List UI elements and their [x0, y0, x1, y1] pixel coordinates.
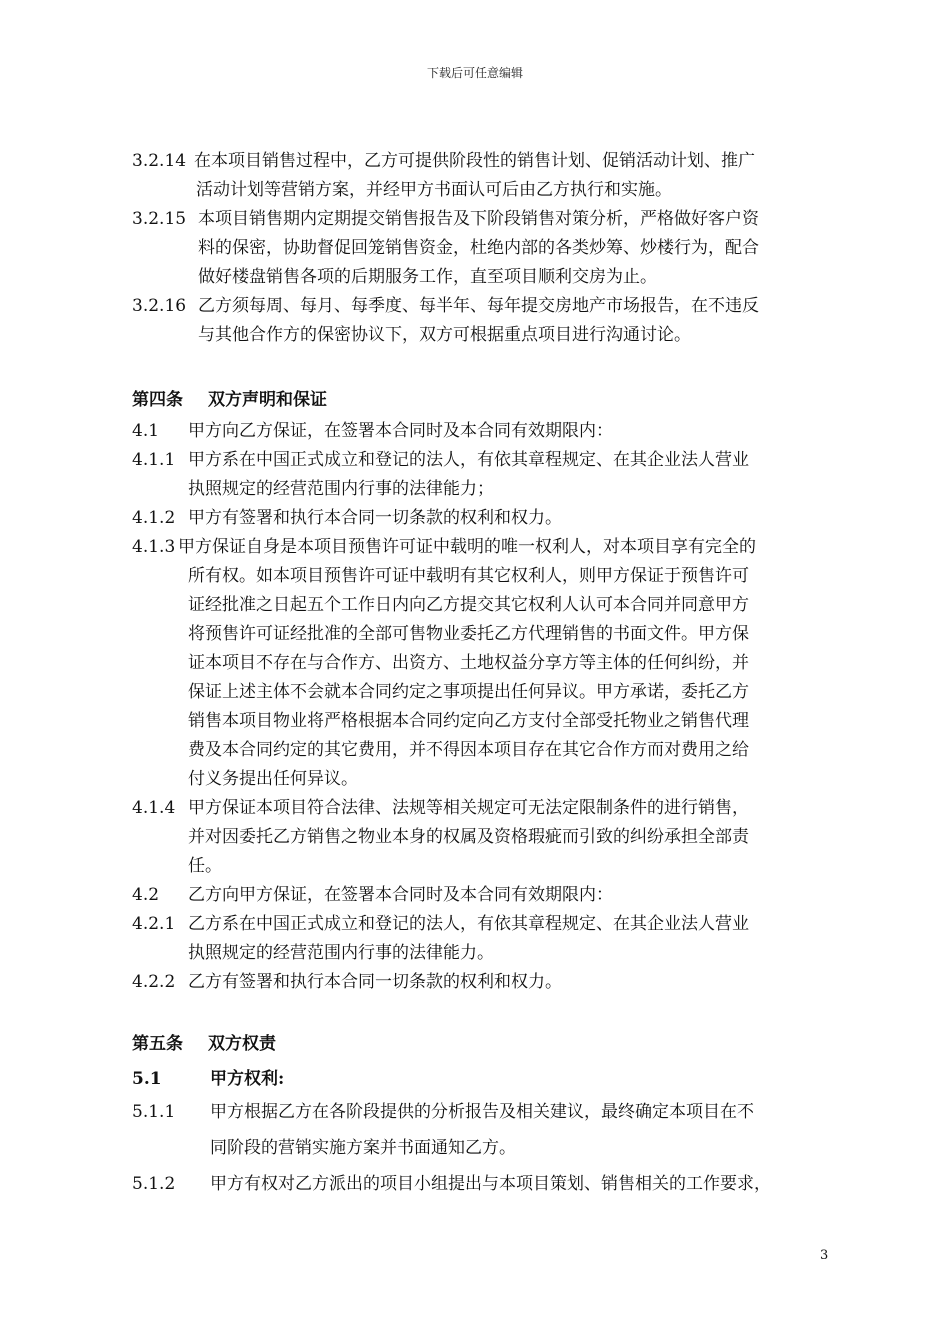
clause-text: 甲方有签署和执行本合同一切条款的权利和权力。 — [188, 508, 562, 528]
clause-line: 所有权。如本项目预售许可证中载明有其它权利人，则甲方保证于预售许可 — [188, 566, 749, 586]
clause-number: 4.1.3 — [132, 537, 176, 557]
clause-line: 活动计划等营销方案，并经甲方书面认可后由乙方执行和实施。 — [196, 180, 672, 200]
clause-text: 甲方保证本项目符合法律、法规等相关规定可无法定限制条件的进行销售， — [188, 798, 749, 818]
clause-text: 甲方有权对乙方派出的项目小组提出与本项目策划、销售相关的工作要求， — [210, 1174, 771, 1194]
clause-text: 甲方系在中国正式成立和登记的法人，有依其章程规定、在其企业法人营业 — [188, 450, 749, 470]
clause-line: 做好楼盘销售各项的后期服务工作，直至项目顺利交房为止。 — [198, 267, 657, 287]
clause-line: 销售本项目物业将严格根据本合同约定向乙方支付全部受托物业之销售代理 — [188, 711, 749, 731]
clause-line: 料的保密，协助督促回笼销售资金，杜绝内部的各类炒筹、炒楼行为，配合 — [198, 238, 759, 258]
clause-line: 同阶段的营销实施方案并书面通知乙方。 — [210, 1138, 516, 1158]
clause-line — [132, 507, 562, 529]
clause-line — [132, 150, 755, 172]
clause-number: 4.2.2 — [132, 972, 176, 992]
article-number: 第五条 — [132, 1034, 183, 1054]
clause-number: 4.1.4 — [132, 798, 176, 818]
clause-line: 任。 — [188, 856, 222, 876]
clause-line — [132, 913, 749, 935]
article-title: 双方权责 — [208, 1034, 276, 1054]
clause-line: 执照规定的经营范围内行事的法律能力； — [188, 479, 494, 499]
clause-line: 将预售许可证经批准的全部可售物业委托乙方代理销售的书面文件。甲方保 — [188, 624, 749, 644]
clause-line — [132, 1173, 771, 1195]
clause-line — [132, 208, 759, 230]
clause-number: 4.2.1 — [132, 914, 176, 934]
clause-text: 甲方向乙方保证，在签署本合同时及本合同有效期限内： — [188, 421, 613, 441]
clause-line: 保证上述主体不会就本合同约定之事项提出任何异议。甲方承诺，委托乙方 — [188, 682, 749, 702]
clause-number: 4.1.1 — [132, 450, 176, 470]
section-title: 甲方权利: — [210, 1069, 285, 1089]
clause-line — [132, 884, 613, 906]
clause-line: 并对因委托乙方销售之物业本身的权属及资格瑕疵而引致的纠纷承担全部责 — [188, 827, 749, 847]
section-heading — [132, 1068, 284, 1090]
clause-number: 3.2.16 — [132, 296, 187, 316]
clause-text: 乙方须每周、每月、每季度、每半年、每年提交房地产市场报告，在不违反 — [198, 296, 759, 316]
clause-text: 甲方保证自身是本项目预售许可证中载明的唯一权利人，对本项目享有完全的 — [178, 537, 756, 557]
clause-line: 证经批准之日起五个工作日内向乙方提交其它权利人认可本合同并同意甲方 — [188, 595, 749, 615]
clause-line — [132, 797, 749, 819]
clause-line — [132, 1101, 754, 1123]
clause-number: 4.2 — [132, 885, 160, 905]
section-number: 5.1 — [132, 1069, 162, 1089]
clause-number: 3.2.14 — [132, 151, 187, 171]
article-heading — [132, 389, 327, 411]
clause-line — [132, 295, 759, 317]
clause-line: 证本项目不存在与合作方、出资方、土地权益分享方等主体的任何纠纷，并 — [188, 653, 749, 673]
clause-number: 5.1.1 — [132, 1102, 176, 1122]
clause-line — [132, 971, 562, 993]
clause-line: 与其他合作方的保密协议下，双方可根据重点项目进行沟通讨论。 — [198, 325, 691, 345]
page-header: 下载后可任意编辑 — [426, 66, 523, 80]
clause-text: 乙方系在中国正式成立和登记的法人，有依其章程规定、在其企业法人营业 — [188, 914, 749, 934]
clause-line: 执照规定的经营范围内行事的法律能力。 — [188, 943, 494, 963]
clause-text: 本项目销售期内定期提交销售报告及下阶段销售对策分析，严格做好客户资 — [198, 209, 759, 229]
clause-text: 乙方向甲方保证，在签署本合同时及本合同有效期限内： — [188, 885, 613, 905]
article-heading — [132, 1033, 276, 1055]
clause-number: 3.2.15 — [132, 209, 187, 229]
clause-line — [132, 449, 749, 471]
clause-number: 5.1.2 — [132, 1174, 176, 1194]
clause-number: 4.1 — [132, 421, 160, 441]
clause-line: 付义务提出任何异议。 — [188, 769, 358, 789]
clause-line: 费及本合同约定的其它费用，并不得因本项目存在其它合作方而对费用之给 — [188, 740, 749, 760]
clause-text: 甲方根据乙方在各阶段提供的分析报告及相关建议，最终确定本项目在不 — [210, 1102, 754, 1122]
clause-text: 在本项目销售过程中，乙方可提供阶段性的销售计划、促销活动计划、推广 — [194, 151, 755, 171]
clause-line — [132, 420, 613, 442]
clause-text: 乙方有签署和执行本合同一切条款的权利和权力。 — [188, 972, 562, 992]
article-title: 双方声明和保证 — [208, 390, 327, 410]
page-number: 3 — [820, 1248, 829, 1263]
clause-line — [132, 536, 756, 558]
article-number: 第四条 — [132, 390, 183, 410]
clause-number: 4.1.2 — [132, 508, 176, 528]
